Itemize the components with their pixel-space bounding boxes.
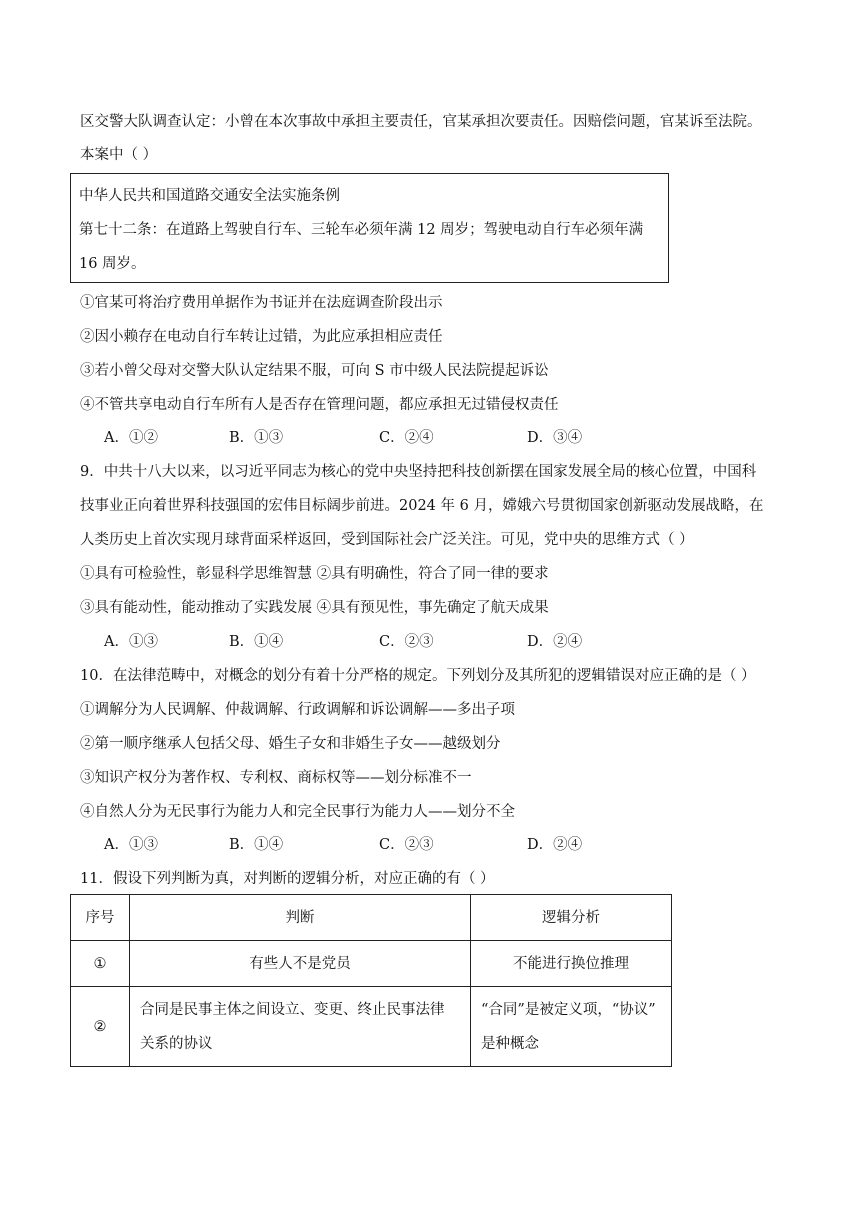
q9-stem-line-3: 人类历史上首次实现月球背面采样返回，受到国际社会广泛关注。可见，党中央的思维方式（ ） bbox=[80, 532, 694, 548]
q11-stem: 11．假设下列判断为真，对判断的逻辑分析，对应正确的有（ ） bbox=[80, 871, 495, 887]
q9-stem-line-1: 9．中共十八大以来，以习近平同志为核心的党中央坚持把科技创新摆在国家发展全局的核心位置，中国科 bbox=[80, 464, 757, 480]
row-1-analysis: 不能进行换位推理 bbox=[471, 941, 672, 987]
q11-judgment-table bbox=[70, 894, 672, 1067]
q10-option-b[interactable]: B．①④ bbox=[229, 837, 284, 853]
law-article-line-1: 第七十二条：在道路上驾驶自行车、三轮车必须年满 12 周岁；驾驶电动自行车必须年满 bbox=[79, 222, 644, 238]
q8-option-c[interactable]: C．②④ bbox=[379, 430, 434, 446]
header-no: 序号 bbox=[71, 895, 130, 941]
q9-options bbox=[104, 632, 804, 652]
q10-stem: 10．在法律范畴中，对概念的划分有着十分严格的规定。下列划分及其所犯的逻辑错误对应正确的是（ ） bbox=[80, 668, 756, 684]
q8-option-d[interactable]: D．③④ bbox=[527, 430, 583, 446]
header-judgment: 判断 bbox=[130, 895, 471, 941]
q10-option-c[interactable]: C．②③ bbox=[379, 837, 434, 853]
q8-option-b[interactable]: B．①③ bbox=[229, 430, 284, 446]
q8-item-2: ②因小赖存在电动自行车转让过错，为此应承担相应责任 bbox=[80, 329, 443, 345]
table-row bbox=[71, 941, 672, 987]
law-title: 中华人民共和国道路交通安全法实施条例 bbox=[79, 188, 340, 204]
q8-stem-line-1: 区交警大队调查认定：小曾在本次事故中承担主要责任，官某承担次要责任。因赔偿问题，官某诉至法院。 bbox=[80, 114, 762, 130]
q9-option-b[interactable]: B．①④ bbox=[229, 634, 284, 650]
q8-item-4: ④不管共享电动自行车所有人是否存在管理问题，都应承担无过错侵权责任 bbox=[80, 397, 559, 413]
table-row bbox=[71, 987, 672, 1067]
q8-stem-line-2: 本案中（ ） bbox=[80, 147, 158, 163]
q8-law-excerpt-box bbox=[70, 173, 669, 283]
q10-option-a[interactable]: A．①③ bbox=[104, 837, 158, 853]
row-2-analysis bbox=[471, 987, 672, 1067]
row-2-judgment-line-1: 合同是民事主体之间设立、变更、终止民事法律 bbox=[140, 1001, 445, 1018]
q8-item-3: ③若小曾父母对交警大队认定结果不服，可向 S 市中级人民法院提起诉讼 bbox=[80, 363, 549, 379]
q8-options bbox=[104, 428, 804, 448]
q8-option-a[interactable]: A．①② bbox=[104, 430, 158, 446]
q10-options bbox=[104, 835, 804, 855]
table-header-row bbox=[71, 895, 672, 941]
row-1-no: ① bbox=[71, 941, 130, 987]
row-2-judgment-line-2: 关系的协议 bbox=[140, 1035, 213, 1052]
q10-item-3: ③知识产权分为著作权、专利权、商标权等——划分标准不一 bbox=[80, 770, 472, 786]
q9-option-a[interactable]: A．①③ bbox=[104, 634, 158, 650]
row-2-no: ② bbox=[71, 987, 130, 1067]
header-analysis: 逻辑分析 bbox=[471, 895, 672, 941]
q9-option-c[interactable]: C．②③ bbox=[379, 634, 434, 650]
row-2-analysis-line-1: “合同”是被定义项，“协议” bbox=[481, 1001, 656, 1018]
q10-option-d[interactable]: D．②④ bbox=[527, 837, 583, 853]
row-2-analysis-line-2: 是种概念 bbox=[481, 1035, 539, 1052]
q9-option-d[interactable]: D．②④ bbox=[527, 634, 583, 650]
q9-stem-line-2: 技事业正向着世界科技强国的宏伟目标阔步前进。2024 年 6 月，嫦娥六号贯彻国家创新驱动发展战略，在 bbox=[80, 498, 764, 514]
q10-item-4: ④自然人分为无民事行为能力人和完全民事行为能力人——划分不全 bbox=[80, 804, 515, 820]
q10-item-1: ①调解分为人民调解、仲裁调解、行政调解和诉讼调解——多出子项 bbox=[80, 702, 515, 718]
row-2-judgment bbox=[130, 987, 471, 1067]
q9-items-row-1: ①具有可检验性，彰显科学思维智慧 ②具有明确性，符合了同一律的要求 bbox=[80, 566, 549, 582]
law-article-line-2: 16 周岁。 bbox=[79, 256, 146, 272]
q8-item-1: ①官某可将治疗费用单据作为书证并在法庭调查阶段出示 bbox=[80, 295, 443, 311]
q9-items-row-2: ③具有能动性，能动推动了实践发展 ④具有预见性，事先确定了航天成果 bbox=[80, 600, 549, 616]
q10-item-2: ②第一顺序继承人包括父母、婚生子女和非婚生子女——越级划分 bbox=[80, 736, 501, 752]
row-1-judgment: 有些人不是党员 bbox=[130, 941, 471, 987]
